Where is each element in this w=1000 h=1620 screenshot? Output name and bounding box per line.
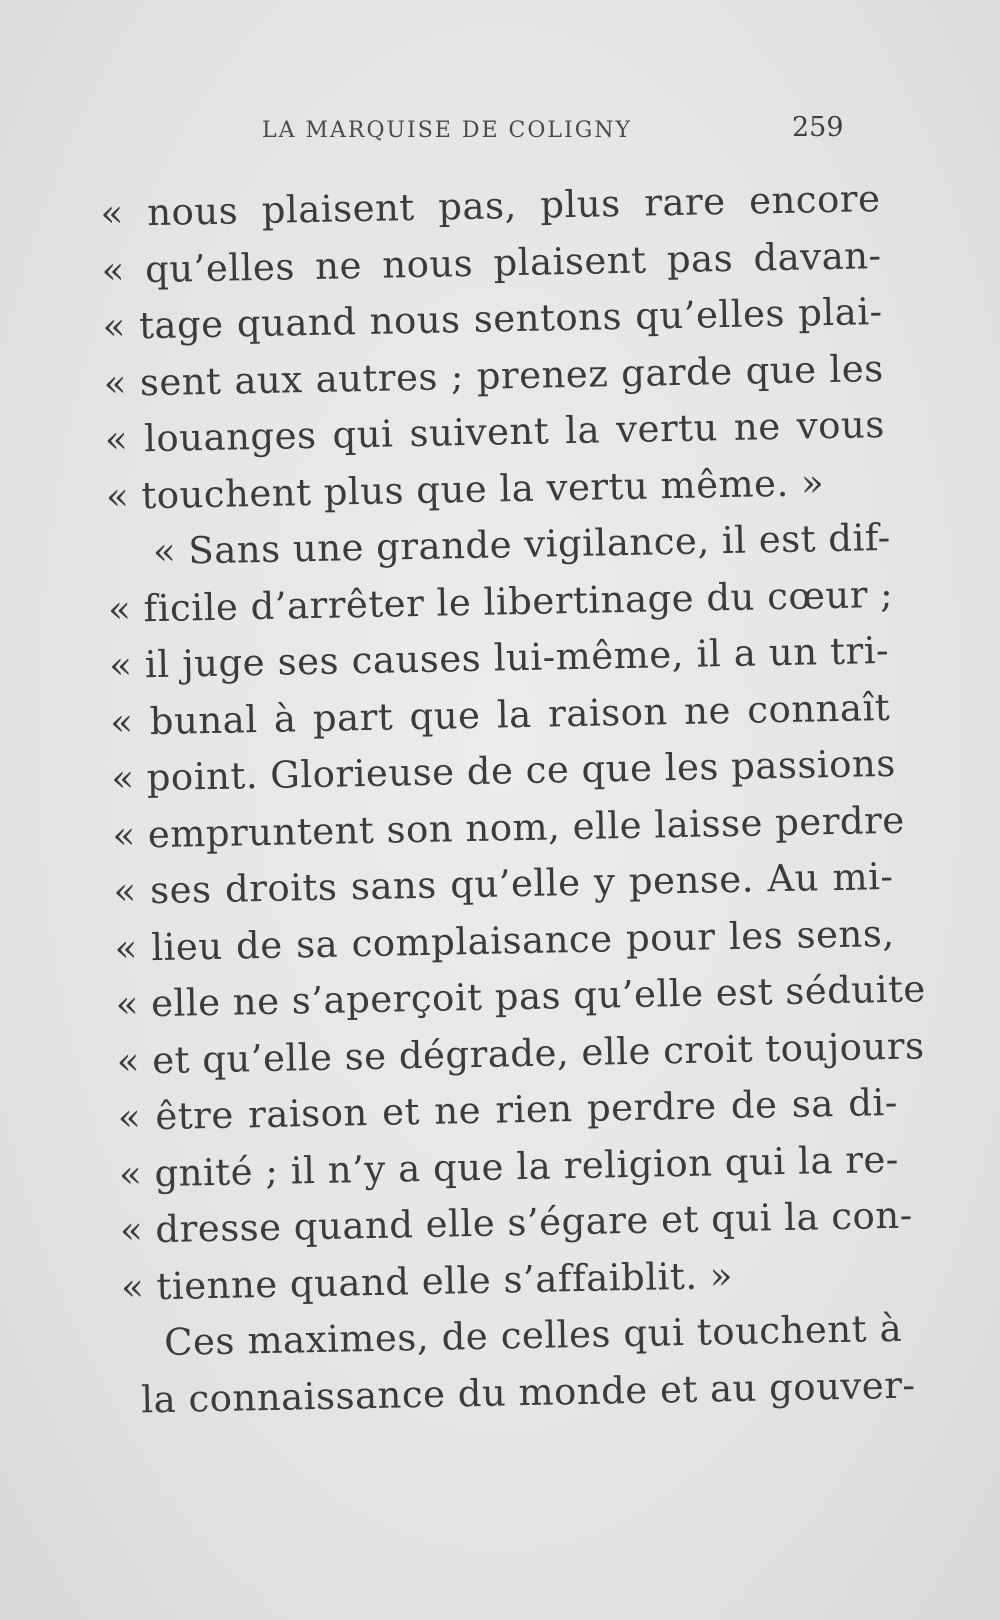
text-line: « gnité ; il n’y a que la religion qui la re- bbox=[118, 1137, 900, 1196]
running-head-title: LA MARQUISE DE COLIGNY bbox=[262, 118, 633, 143]
text-line: « tage quand nous sentons qu’elles plai- bbox=[102, 290, 883, 348]
text-line: « bunal à part que la raison ne connaît bbox=[109, 685, 891, 744]
text-line: « ficile d’arrêter le libertinage du cœur ; bbox=[107, 572, 894, 631]
text-line: « sent aux autres ; prenez garde que les bbox=[103, 346, 885, 405]
text-line: « ses droits sans qu’elle y pense. Au mi- bbox=[113, 854, 894, 913]
text-line: « louanges qui suivent la vertu ne vous bbox=[104, 402, 886, 461]
text-line: « qu’elles ne nous plaisent pas davan- bbox=[101, 233, 882, 292]
page-number: 259 bbox=[792, 112, 844, 143]
text-line: « touchent plus que la vertu même. » bbox=[105, 460, 825, 518]
text-line: « dresse quand elle s’égare et qui la con- bbox=[119, 1193, 914, 1252]
text-line: « lieu de sa complaisance pour les sens, bbox=[114, 911, 895, 970]
text-line: « être raison et ne rien perdre de sa di- bbox=[117, 1080, 899, 1139]
text-line: « et qu’elle se dégrade, elle croit toujours bbox=[116, 1023, 925, 1083]
text-line: « point. Glorieuse de ce que les passions bbox=[110, 741, 897, 800]
body-text bbox=[100, 171, 927, 1429]
text-line: la connaissance du monde et au gouver- bbox=[140, 1363, 916, 1421]
text-line: « Sans une grande vigilance, il est dif- bbox=[152, 515, 892, 574]
text-line: « elle ne s’aperçoit pas qu’elle est séduite bbox=[115, 967, 927, 1026]
text-line: « nous plaisent pas, plus rare encore bbox=[100, 177, 881, 235]
text-line: « tienne quand elle s’affaiblit. » bbox=[120, 1253, 734, 1309]
text-line: « il juge ses causes lui-même, il a un tri- bbox=[108, 628, 890, 687]
text-line: Ces maximes, de celles qui touchent à bbox=[163, 1306, 903, 1364]
text-line: « empruntent son nom, elle laisse perdre bbox=[112, 798, 906, 857]
